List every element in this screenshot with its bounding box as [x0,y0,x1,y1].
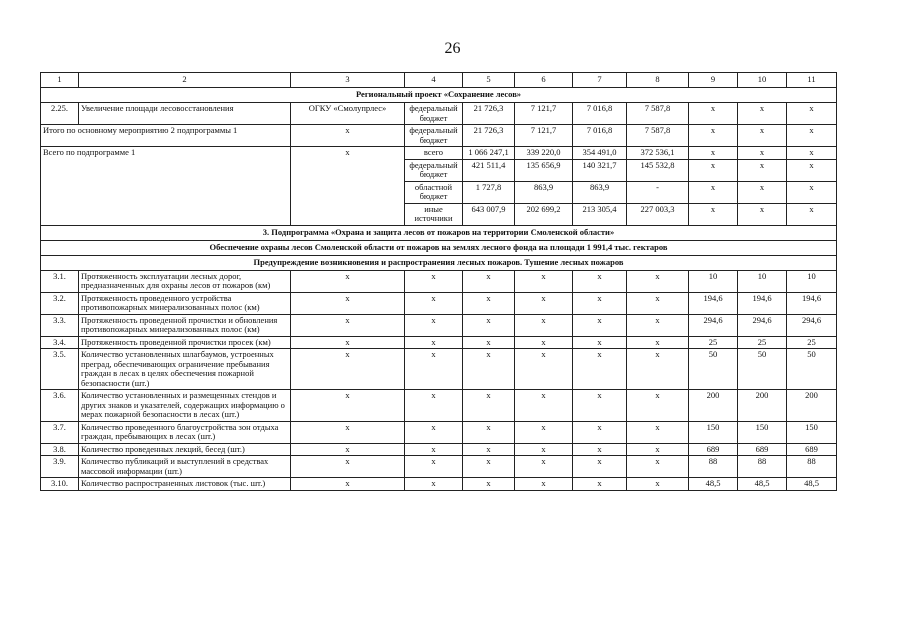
value-cell: 294,6 [738,314,787,336]
value-cell: x [291,292,405,314]
value-cell: x [515,336,573,349]
value-cell: x [573,349,627,390]
value-cell: x [689,103,738,125]
value-cell: 25 [738,336,787,349]
section-task: Предупреждение возникновения и распространения лесных пожаров. Тушение лесных пожаров [41,255,837,270]
section-header-row [41,88,837,103]
value-cell: x [787,103,837,125]
value-cell: x [405,456,463,478]
value-cell: x [627,390,689,422]
section-header-row [41,240,837,255]
indicator-row [41,456,837,478]
value-cell: x [515,270,573,292]
indicator-number: 3.9. [41,456,79,478]
funding-source: федеральный бюджет [405,103,463,125]
value-cell: x [405,292,463,314]
value-cell: 21 726,3 [463,125,515,147]
page-number: 26 [444,40,461,57]
section-header-row [41,225,837,240]
value-cell: x [627,292,689,314]
value-cell: 50 [787,349,837,390]
column-number: 3 [291,73,405,88]
indicator-number: 3.7. [41,421,79,443]
indicator-row [41,336,837,349]
column-number: 5 [463,73,515,88]
value-cell: x [738,203,787,225]
value-cell: x [738,125,787,147]
value-cell: x [573,292,627,314]
row-name: Увеличение площади лесовосстановления [79,103,291,125]
value-cell: 10 [738,270,787,292]
table-body [41,73,837,491]
value-cell: x [787,147,837,160]
value-cell: x [627,443,689,456]
program-table [40,72,837,491]
value-cell: x [515,478,573,491]
value-cell: x [405,478,463,491]
value-cell: x [463,390,515,422]
value-cell: x [291,443,405,456]
value-cell: 294,6 [689,314,738,336]
value-cell: x [463,336,515,349]
value-cell: 48,5 [689,478,738,491]
value-cell: x [627,349,689,390]
value-cell: x [405,421,463,443]
indicator-row [41,443,837,456]
value-cell: x [515,421,573,443]
value-cell: x [515,292,573,314]
column-number: 1 [41,73,79,88]
value-cell: 689 [738,443,787,456]
value-cell: 7 016,8 [573,125,627,147]
value-cell: 150 [738,421,787,443]
column-number: 4 [405,73,463,88]
indicator-number: 3.4. [41,336,79,349]
value-cell: 50 [689,349,738,390]
funding-source: федеральный бюджет [405,159,463,181]
value-cell: x [291,390,405,422]
column-number: 6 [515,73,573,88]
value-cell: x [738,103,787,125]
value-cell: x [689,203,738,225]
value-cell: x [291,421,405,443]
value-cell: x [291,314,405,336]
value-cell: 339 220,0 [515,147,573,160]
indicator-number: 3.3. [41,314,79,336]
value-cell: 689 [787,443,837,456]
value-cell: x [627,478,689,491]
indicator-row [41,314,837,336]
indicator-name: Протяженность проведенной прочистки просек (км) [79,336,291,349]
column-number: 8 [627,73,689,88]
value-cell: 140 321,7 [573,159,627,181]
value-cell: x [463,270,515,292]
row-name: Всего по подпрограмме 1 [41,147,291,226]
value-cell: x [405,336,463,349]
value-cell: 7 587,8 [627,103,689,125]
indicator-name: Протяженность эксплуатации лесных дорог, предназначенных для охраны лесов от пожаров (км) [79,270,291,292]
value-cell: 1 066 247,1 [463,147,515,160]
value-cell: x [463,421,515,443]
indicator-name: Количество установленных и размещенных стендов и других знаков и указателей, содержащих информацию о мерах пожарной безопасности в лесах (шт.) [79,390,291,422]
value-cell: x [787,125,837,147]
value-cell: x [689,181,738,203]
value-cell: 150 [787,421,837,443]
value-cell: x [627,456,689,478]
indicator-row [41,270,837,292]
indicator-row [41,478,837,491]
indicator-row [41,390,837,422]
column-number: 10 [738,73,787,88]
column-number: 11 [787,73,837,88]
value-cell: x [573,270,627,292]
value-cell: x [787,181,837,203]
value-cell: 25 [787,336,837,349]
value-cell: 200 [738,390,787,422]
value-cell: 643 007,9 [463,203,515,225]
value-cell: 7 587,8 [627,125,689,147]
funding-source: областной бюджет [405,181,463,203]
value-cell: x [515,390,573,422]
value-cell: x [463,292,515,314]
row-number: 2.25. [41,103,79,125]
value-cell: x [689,159,738,181]
section-regional-project: Региональный проект «Сохранение лесов» [41,88,837,103]
indicator-number: 3.2. [41,292,79,314]
value-cell: x [291,478,405,491]
value-cell: 10 [689,270,738,292]
value-cell: 7 121,7 [515,103,573,125]
indicator-name: Количество проведенных лекций, бесед (шт.) [79,443,291,456]
value-cell: 372 536,1 [627,147,689,160]
value-cell: x [738,159,787,181]
indicator-number: 3.5. [41,349,79,390]
value-cell: x [689,147,738,160]
value-cell: 10 [787,270,837,292]
indicator-name: Протяженность проведенной прочистки и обновления противопожарных минерализованных полос (км) [79,314,291,336]
indicator-number: 3.10. [41,478,79,491]
value-cell: x [573,443,627,456]
value-cell: x [515,456,573,478]
value-cell: 50 [738,349,787,390]
value-cell: x [627,421,689,443]
value-cell: x [738,181,787,203]
value-cell: x [573,478,627,491]
value-cell: 48,5 [738,478,787,491]
value-cell: x [573,336,627,349]
indicator-name: Количество установленных шлагбаумов, устроенных преград, обеспечивающих ограничение пребывания граждан в лесах в целях обеспечения пожарной безопасности (шт.) [79,349,291,390]
value-cell: x [291,270,405,292]
value-cell: 202 699,2 [515,203,573,225]
value-cell: 145 532,8 [627,159,689,181]
value-cell: x [463,349,515,390]
column-number: 7 [573,73,627,88]
value-cell: x [405,390,463,422]
column-number-row [41,73,837,88]
value-cell: x [787,159,837,181]
value-cell: 88 [738,456,787,478]
value-cell: x [627,314,689,336]
value-cell: 135 656,9 [515,159,573,181]
value-cell: x [627,336,689,349]
value-cell: x [463,314,515,336]
value-cell: x [405,349,463,390]
value-cell: x [291,336,405,349]
value-cell: 354 491,0 [573,147,627,160]
value-cell: 200 [787,390,837,422]
value-cell: 200 [689,390,738,422]
value-cell: 88 [787,456,837,478]
indicator-number: 3.6. [41,390,79,422]
column-number: 2 [79,73,291,88]
indicator-number: 3.8. [41,443,79,456]
section-subprogram-3: 3. Подпрограмма «Охрана и защита лесов от пожаров на территории Смоленской области» [41,225,837,240]
column-number: 9 [689,73,738,88]
value-cell: 88 [689,456,738,478]
value-cell: 689 [689,443,738,456]
value-cell: 227 003,3 [627,203,689,225]
value-cell: x [573,390,627,422]
indicator-name: Количество распространенных листовок (тыс. шт.) [79,478,291,491]
value-cell: 1 727,8 [463,181,515,203]
value-cell: 48,5 [787,478,837,491]
funding-source: иные источники [405,203,463,225]
value-cell: 863,9 [515,181,573,203]
value-cell: 21 726,3 [463,103,515,125]
value-cell: x [573,314,627,336]
value-cell: 421 511,4 [463,159,515,181]
value-cell: x [463,478,515,491]
indicator-row [41,292,837,314]
table-row [41,125,837,147]
value-cell: x [787,203,837,225]
value-cell: x [405,314,463,336]
value-cell: x [515,349,573,390]
value-cell: x [689,125,738,147]
value-cell: x [627,270,689,292]
funding-source: всего [405,147,463,160]
value-cell: x [463,443,515,456]
value-cell: x [515,443,573,456]
value-cell: 294,6 [787,314,837,336]
value-cell: x [291,349,405,390]
indicator-name: Протяженность проведенного устройства противопожарных минерализованных полос (км) [79,292,291,314]
row-executor: ОГКУ «Смолупрлес» [291,103,405,125]
value-cell: 7 016,8 [573,103,627,125]
value-cell: x [463,456,515,478]
value-cell: 213 305,4 [573,203,627,225]
value-cell: x [405,270,463,292]
value-cell: - [627,181,689,203]
value-cell: x [573,421,627,443]
row-executor: x [291,147,405,226]
section-header-row [41,255,837,270]
row-executor: x [291,125,405,147]
value-cell: x [738,147,787,160]
row-name: Итого по основному мероприятию 2 подпрограммы 1 [41,125,291,147]
indicator-row [41,349,837,390]
value-cell: x [515,314,573,336]
indicator-name: Количество проведенного благоустройства зон отдыха граждан, пребывающих в лесах (шт.) [79,421,291,443]
value-cell: 150 [689,421,738,443]
section-goal: Обеспечение охраны лесов Смоленской области от пожаров на землях лесного фонда на площади 1 991,4 тыс. гектаров [41,240,837,255]
indicator-row [41,421,837,443]
value-cell: x [405,443,463,456]
value-cell: 25 [689,336,738,349]
table-row [41,147,837,160]
table-row [41,103,837,125]
value-cell: 194,6 [787,292,837,314]
indicator-name: Количество публикаций и выступлений в средствах массовой информации (шт.) [79,456,291,478]
indicator-number: 3.1. [41,270,79,292]
value-cell: 7 121,7 [515,125,573,147]
value-cell: 194,6 [689,292,738,314]
value-cell: 194,6 [738,292,787,314]
value-cell: x [573,456,627,478]
funding-source: федеральный бюджет [405,125,463,147]
value-cell: 863,9 [573,181,627,203]
value-cell: x [291,456,405,478]
